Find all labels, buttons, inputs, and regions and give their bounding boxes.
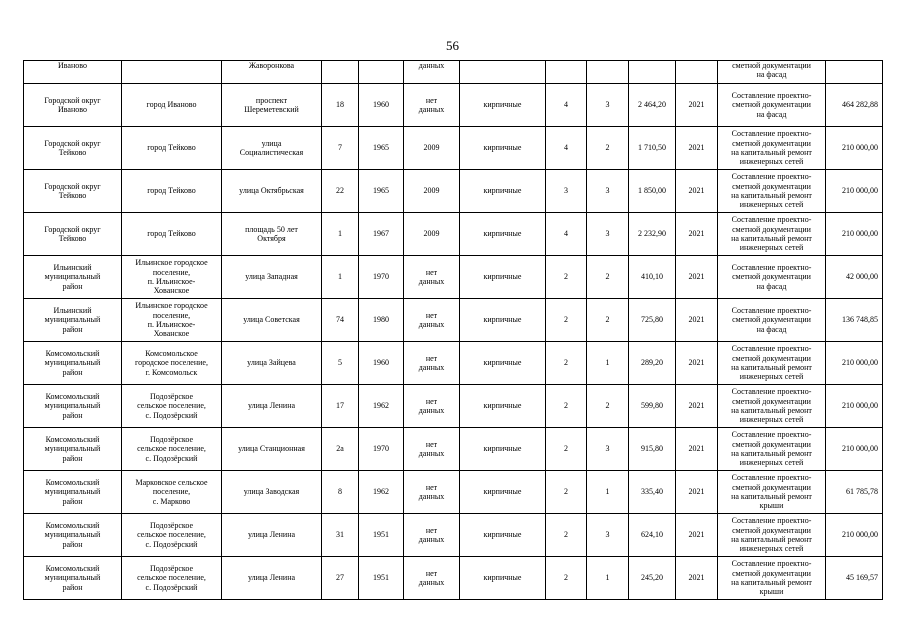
cell-year-built: 1962 bbox=[359, 385, 404, 428]
cell-municipality: Комсомольский муниципальный район bbox=[24, 385, 122, 428]
cell-wall-material bbox=[460, 61, 546, 84]
cell-wall-material: кирпичные bbox=[460, 299, 546, 342]
cell-year-overhaul: нет данных bbox=[404, 385, 460, 428]
cell-work-type: Составление проектно- сметной документации на капитальный ремонт инженерных сетей bbox=[718, 514, 826, 557]
cell-year-built: 1951 bbox=[359, 557, 404, 600]
cell-work-year: 2021 bbox=[676, 256, 718, 299]
cell-house-number: 74 bbox=[322, 299, 359, 342]
cell-area: 289,20 bbox=[629, 342, 676, 385]
cell-settlement: Подозёрское сельское поселение, с. Подозёрский bbox=[122, 557, 222, 600]
cell-municipality: Комсомольский муниципальный район bbox=[24, 514, 122, 557]
cell-cost: 61 785,78 bbox=[826, 471, 883, 514]
cell-house-number: 2а bbox=[322, 428, 359, 471]
cell-wall-material: кирпичные bbox=[460, 213, 546, 256]
cell-cost: 210 000,00 bbox=[826, 385, 883, 428]
cell-floors: 2 bbox=[546, 342, 587, 385]
cell-cost: 45 169,57 bbox=[826, 557, 883, 600]
cell-cost: 136 748,85 bbox=[826, 299, 883, 342]
cell-work-type: Составление проектно- сметной документации на фасад bbox=[718, 299, 826, 342]
cell-work-year: 2021 bbox=[676, 170, 718, 213]
cell-street: улица Советская bbox=[222, 299, 322, 342]
cell-entrances: 2 bbox=[587, 385, 629, 428]
cell-entrances: 1 bbox=[587, 471, 629, 514]
cell-year-overhaul: нет данных bbox=[404, 557, 460, 600]
cell-year-built: 1970 bbox=[359, 428, 404, 471]
cell-work-year: 2021 bbox=[676, 84, 718, 127]
cell-wall-material: кирпичные bbox=[460, 170, 546, 213]
cell-work-year: 2021 bbox=[676, 514, 718, 557]
cell-entrances: 3 bbox=[587, 428, 629, 471]
cell-street: улица Западная bbox=[222, 256, 322, 299]
cell-cost: 210 000,00 bbox=[826, 213, 883, 256]
cell-house-number: 5 bbox=[322, 342, 359, 385]
cell-area: 2 464,20 bbox=[629, 84, 676, 127]
cell-floors: 4 bbox=[546, 84, 587, 127]
cell-wall-material: кирпичные bbox=[460, 428, 546, 471]
cell-work-year: 2021 bbox=[676, 342, 718, 385]
cell-street: улица Заводская bbox=[222, 471, 322, 514]
cell-cost: 464 282,88 bbox=[826, 84, 883, 127]
cell-municipality: Городской округ Тейково bbox=[24, 170, 122, 213]
table-row bbox=[24, 557, 883, 600]
cell-municipality: Городской округ Тейково bbox=[24, 213, 122, 256]
cell-settlement: город Тейково bbox=[122, 213, 222, 256]
cell-area: 599,80 bbox=[629, 385, 676, 428]
table-row bbox=[24, 84, 883, 127]
cell-settlement: город Иваново bbox=[122, 84, 222, 127]
cell-work-type: Составление проектно- сметной документации на капитальный ремонт инженерных сетей bbox=[718, 127, 826, 170]
cell-floors: 2 bbox=[546, 471, 587, 514]
cell-house-number: 8 bbox=[322, 471, 359, 514]
cell-house-number: 1 bbox=[322, 213, 359, 256]
cell-floors: 2 bbox=[546, 385, 587, 428]
housing-repair-table bbox=[23, 60, 883, 600]
cell-year-built: 1967 bbox=[359, 213, 404, 256]
cell-municipality: Комсомольский муниципальный район bbox=[24, 471, 122, 514]
cell-work-type: сметной документации на фасад bbox=[718, 61, 826, 84]
cell-house-number: 22 bbox=[322, 170, 359, 213]
cell-house-number bbox=[322, 61, 359, 84]
cell-floors: 2 bbox=[546, 299, 587, 342]
cell-floors: 4 bbox=[546, 127, 587, 170]
cell-work-type: Составление проектно- сметной документации на капитальный ремонт крыши bbox=[718, 557, 826, 600]
cell-municipality: Городской округ Тейково bbox=[24, 127, 122, 170]
cell-municipality: Городской округ Иваново bbox=[24, 84, 122, 127]
cell-cost: 210 000,00 bbox=[826, 514, 883, 557]
cell-house-number: 1 bbox=[322, 256, 359, 299]
table-row bbox=[24, 299, 883, 342]
cell-work-type: Составление проектно- сметной документации на капитальный ремонт инженерных сетей bbox=[718, 342, 826, 385]
cell-work-type: Составление проектно- сметной документации на капитальный ремонт инженерных сетей bbox=[718, 170, 826, 213]
cell-entrances: 2 bbox=[587, 127, 629, 170]
cell-settlement: Комсомольское городское поселение, г. Комсомольск bbox=[122, 342, 222, 385]
cell-entrances bbox=[587, 61, 629, 84]
cell-year-built: 1965 bbox=[359, 170, 404, 213]
cell-area bbox=[629, 61, 676, 84]
cell-house-number: 27 bbox=[322, 557, 359, 600]
cell-wall-material: кирпичные bbox=[460, 256, 546, 299]
cell-wall-material: кирпичные bbox=[460, 342, 546, 385]
cell-settlement: Марковское сельское поселение, с. Марково bbox=[122, 471, 222, 514]
cell-wall-material: кирпичные bbox=[460, 127, 546, 170]
cell-year-overhaul: нет данных bbox=[404, 84, 460, 127]
cell-year-overhaul: нет данных bbox=[404, 299, 460, 342]
table-row bbox=[24, 170, 883, 213]
table-row bbox=[24, 514, 883, 557]
cell-year-built: 1962 bbox=[359, 471, 404, 514]
table-row bbox=[24, 385, 883, 428]
cell-municipality: Комсомольский муниципальный район bbox=[24, 428, 122, 471]
cell-settlement: город Тейково bbox=[122, 170, 222, 213]
table-row bbox=[24, 256, 883, 299]
cell-work-year: 2021 bbox=[676, 471, 718, 514]
cell-work-year: 2021 bbox=[676, 557, 718, 600]
table-row bbox=[24, 342, 883, 385]
cell-entrances: 1 bbox=[587, 557, 629, 600]
cell-year-overhaul: 2009 bbox=[404, 213, 460, 256]
cell-floors bbox=[546, 61, 587, 84]
cell-municipality: Комсомольский муниципальный район bbox=[24, 557, 122, 600]
cell-area: 410,10 bbox=[629, 256, 676, 299]
cell-work-year: 2021 bbox=[676, 213, 718, 256]
cell-street: Жаворонкова bbox=[222, 61, 322, 84]
cell-street: улица Ленина bbox=[222, 557, 322, 600]
cell-work-year bbox=[676, 61, 718, 84]
cell-settlement: Подозёрское сельское поселение, с. Подозёрский bbox=[122, 385, 222, 428]
cell-entrances: 2 bbox=[587, 256, 629, 299]
cell-wall-material: кирпичные bbox=[460, 557, 546, 600]
cell-year-overhaul: 2009 bbox=[404, 127, 460, 170]
cell-year-overhaul: данных bbox=[404, 61, 460, 84]
cell-year-overhaul: нет данных bbox=[404, 342, 460, 385]
cell-settlement: город Тейково bbox=[122, 127, 222, 170]
cell-year-built: 1980 bbox=[359, 299, 404, 342]
cell-entrances: 3 bbox=[587, 213, 629, 256]
cell-work-type: Составление проектно- сметной документации на капитальный ремонт инженерных сетей bbox=[718, 428, 826, 471]
cell-municipality: Иваново bbox=[24, 61, 122, 84]
cell-street: улица Октябрьская bbox=[222, 170, 322, 213]
cell-floors: 2 bbox=[546, 514, 587, 557]
cell-wall-material: кирпичные bbox=[460, 471, 546, 514]
cell-area: 915,80 bbox=[629, 428, 676, 471]
table-row bbox=[24, 127, 883, 170]
cell-house-number: 31 bbox=[322, 514, 359, 557]
cell-year-built: 1960 bbox=[359, 84, 404, 127]
cell-settlement: Подозёрское сельское поселение, с. Подозёрский bbox=[122, 514, 222, 557]
cell-year-built: 1951 bbox=[359, 514, 404, 557]
cell-year-overhaul: нет данных bbox=[404, 471, 460, 514]
cell-house-number: 17 bbox=[322, 385, 359, 428]
cell-cost: 210 000,00 bbox=[826, 170, 883, 213]
cell-area: 1 850,00 bbox=[629, 170, 676, 213]
cell-year-built: 1965 bbox=[359, 127, 404, 170]
cell-street: улица Ленина bbox=[222, 385, 322, 428]
cell-work-type: Составление проектно- сметной документации на капитальный ремонт инженерных сетей bbox=[718, 385, 826, 428]
cell-year-built bbox=[359, 61, 404, 84]
cell-street: улица Станционная bbox=[222, 428, 322, 471]
table-row bbox=[24, 213, 883, 256]
cell-work-year: 2021 bbox=[676, 385, 718, 428]
cell-settlement: Ильинское городское поселение, п. Ильинское- Хованское bbox=[122, 299, 222, 342]
cell-work-type: Составление проектно- сметной документации на фасад bbox=[718, 256, 826, 299]
cell-settlement: Подозёрское сельское поселение, с. Подозёрский bbox=[122, 428, 222, 471]
cell-work-year: 2021 bbox=[676, 428, 718, 471]
cell-work-year: 2021 bbox=[676, 127, 718, 170]
cell-cost: 42 000,00 bbox=[826, 256, 883, 299]
cell-house-number: 7 bbox=[322, 127, 359, 170]
cell-cost bbox=[826, 61, 883, 84]
cell-area: 245,20 bbox=[629, 557, 676, 600]
cell-area: 1 710,50 bbox=[629, 127, 676, 170]
table-row bbox=[24, 61, 883, 84]
cell-work-type: Составление проектно- сметной документации на фасад bbox=[718, 84, 826, 127]
cell-floors: 4 bbox=[546, 213, 587, 256]
cell-municipality: Ильинский муниципальный район bbox=[24, 299, 122, 342]
cell-floors: 3 bbox=[546, 170, 587, 213]
cell-wall-material: кирпичные bbox=[460, 514, 546, 557]
cell-cost: 210 000,00 bbox=[826, 342, 883, 385]
cell-entrances: 2 bbox=[587, 299, 629, 342]
cell-work-year: 2021 bbox=[676, 299, 718, 342]
cell-year-overhaul: 2009 bbox=[404, 170, 460, 213]
cell-entrances: 3 bbox=[587, 84, 629, 127]
cell-wall-material: кирпичные bbox=[460, 385, 546, 428]
cell-entrances: 3 bbox=[587, 514, 629, 557]
cell-year-overhaul: нет данных bbox=[404, 428, 460, 471]
table-row bbox=[24, 428, 883, 471]
cell-street: площадь 50 лет Октября bbox=[222, 213, 322, 256]
cell-floors: 2 bbox=[546, 428, 587, 471]
cell-floors: 2 bbox=[546, 557, 587, 600]
cell-street: улица Зайцева bbox=[222, 342, 322, 385]
cell-area: 335,40 bbox=[629, 471, 676, 514]
cell-cost: 210 000,00 bbox=[826, 428, 883, 471]
cell-year-built: 1960 bbox=[359, 342, 404, 385]
cell-work-type: Составление проектно- сметной документации на капитальный ремонт инженерных сетей bbox=[718, 213, 826, 256]
cell-work-type: Составление проектно- сметной документации на капитальный ремонт крыши bbox=[718, 471, 826, 514]
cell-year-overhaul: нет данных bbox=[404, 514, 460, 557]
cell-house-number: 18 bbox=[322, 84, 359, 127]
cell-year-built: 1970 bbox=[359, 256, 404, 299]
cell-municipality: Ильинский муниципальный район bbox=[24, 256, 122, 299]
cell-settlement: Ильинское городское поселение, п. Ильинское- Хованское bbox=[122, 256, 222, 299]
cell-year-overhaul: нет данных bbox=[404, 256, 460, 299]
cell-entrances: 3 bbox=[587, 170, 629, 213]
cell-floors: 2 bbox=[546, 256, 587, 299]
cell-municipality: Комсомольский муниципальный район bbox=[24, 342, 122, 385]
cell-street: проспект Шереметевский bbox=[222, 84, 322, 127]
cell-area: 624,10 bbox=[629, 514, 676, 557]
table-row bbox=[24, 471, 883, 514]
cell-street: улица Социалистическая bbox=[222, 127, 322, 170]
cell-area: 2 232,90 bbox=[629, 213, 676, 256]
cell-entrances: 1 bbox=[587, 342, 629, 385]
page-number: 56 bbox=[446, 38, 459, 53]
cell-street: улица Ленина bbox=[222, 514, 322, 557]
cell-settlement bbox=[122, 61, 222, 84]
cell-wall-material: кирпичные bbox=[460, 84, 546, 127]
cell-cost: 210 000,00 bbox=[826, 127, 883, 170]
cell-area: 725,80 bbox=[629, 299, 676, 342]
